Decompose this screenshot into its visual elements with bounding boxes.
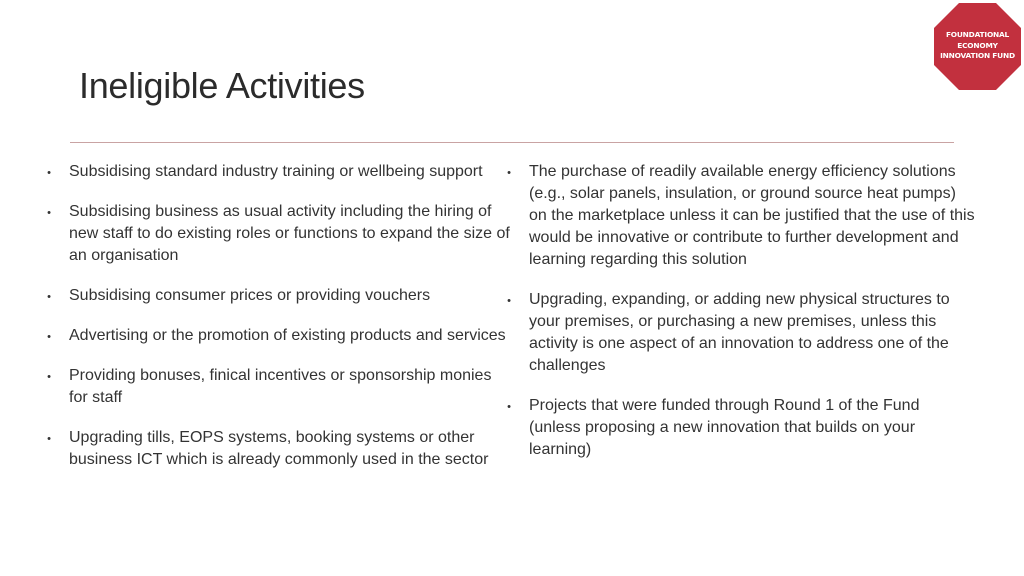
slide-title: Ineligible Activities: [79, 65, 365, 106]
list-item: [45, 427, 510, 471]
list-item-text: Providing bonuses, finical incentives or sponsorship monies for staff: [69, 367, 492, 406]
list-item-text: Subsidising business as usual activity including the hiring of new staff to do existing roles or functions to expand the size of an organisation: [69, 203, 510, 264]
bullet-icon: •: [47, 331, 51, 343]
list-item: [505, 289, 975, 377]
list-item: [45, 161, 510, 183]
list-item: [505, 161, 975, 271]
bullet-icon: •: [507, 401, 511, 413]
list-item: [505, 395, 975, 461]
bullet-icon: •: [47, 207, 51, 219]
list-item-text: Subsidising consumer prices or providing vouchers: [69, 287, 431, 304]
bullet-icon: •: [507, 167, 511, 179]
list-item-text: Upgrading tills, EOPS systems, booking systems or other business ICT which is already commonly used in the sector: [69, 429, 489, 468]
list-item: [45, 201, 510, 267]
title-divider: [70, 142, 954, 143]
list-item: [45, 325, 510, 347]
logo-text: [933, 30, 1022, 62]
bullet-icon: •: [47, 291, 51, 303]
list-item-text: Advertising or the promotion of existing products and services: [69, 327, 506, 344]
bullet-icon: •: [507, 295, 511, 307]
right-bullet-list: [505, 161, 975, 479]
bullet-icon: •: [47, 167, 51, 179]
list-item-text: Subsidising standard industry training or wellbeing support: [69, 163, 483, 180]
logo-line-3: INNOVATION FUND: [940, 51, 1015, 60]
list-item-text: The purchase of readily available energy efficiency solutions (e.g., solar panels, insulation, or ground source heat pumps) on the marketplace unless it can be justified that the use of this would be innovative or contribute to further development and learning regarding this solution: [529, 163, 975, 268]
logo-line-2: ECONOMY: [957, 40, 998, 50]
list-item: [45, 365, 510, 409]
bullet-icon: •: [47, 371, 51, 383]
logo-line-1: FOUNDATIONAL: [945, 30, 1010, 39]
list-item-text: Upgrading, expanding, or adding new physical structures to your premises, or purchasing a new premises, unless this activity is one aspect of an innovation to address one of the challenges: [529, 291, 950, 374]
bullet-icon: •: [47, 433, 51, 445]
left-bullet-list: [45, 161, 510, 489]
list-item: [45, 285, 510, 307]
list-item-text: Projects that were funded through Round 1 of the Fund (unless proposing a new innovation that builds on your learning): [529, 397, 920, 458]
foundational-economy-logo: [933, 2, 1022, 91]
